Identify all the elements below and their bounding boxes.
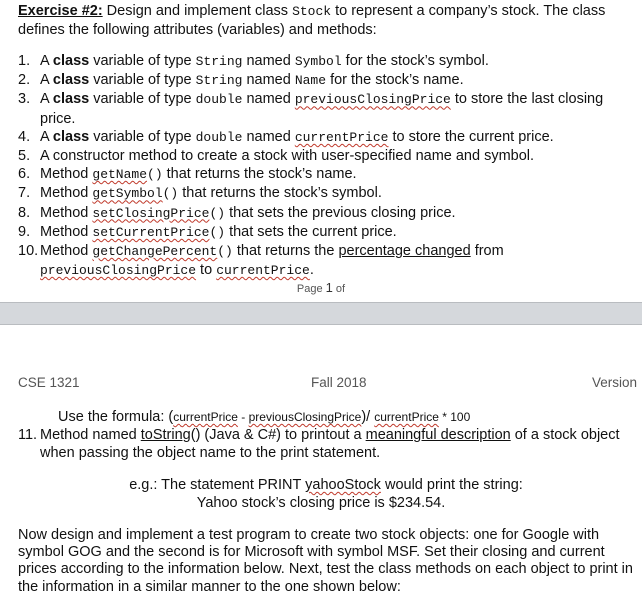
header-term: Fall 2018 [311, 375, 367, 390]
exercise-intro [18, 2, 634, 40]
list-item: 6. Method getName() that returns the stock’s name. [18, 166, 357, 183]
list-item-11: 11. Method named toString() (Java & C#) to printout a meaningful description of a stock object when passing the object name to the print statement. [18, 427, 620, 461]
exercise-heading: Exercise #2: [18, 3, 103, 19]
example-block: e.g.: The statement PRINT yahooStock would print the string: Yahoo stock’s closing price is $234.54. [129, 477, 523, 511]
list-item: 3. A class variable of type double named previousClosingPrice to store the last closing price. [18, 91, 604, 127]
header-course: CSE 1321 [18, 375, 80, 390]
list-item: 10. Method getChangePercent() that returns the percentage changed from previousClosingPrice to currentPrice. [18, 243, 504, 279]
list-item: 1. A class variable of type String named Symbol for the stock’s symbol. [18, 53, 489, 69]
document-page-2 [0, 325, 642, 603]
page-break [0, 302, 642, 325]
list-item: 8. Method setClosingPrice() that sets the previous closing price. [18, 204, 456, 221]
page-number: 1 [325, 280, 333, 295]
list-item: 5. A constructor method to create a stock with user-specified name and symbol. [18, 148, 535, 165]
class-name-code: Stock [292, 4, 332, 19]
attribute-method-list [0, 52, 642, 280]
header-version: Version [592, 375, 638, 390]
intro-text-2: to represent a company’s stock. The class defines the following attributes (variables) and methods: [18, 3, 606, 38]
list-item: 2. A class variable of type String named Name for the stock’s name. [18, 72, 464, 89]
intro-text: Design and implement class [102, 3, 293, 19]
test-program-paragraph: Now design and implement a test program to create two stock objects: one for Google with symbol GOG and the second is for Microsoft with symbol MSF. Set their closing and current prices according to the information below. Next, test the class methods on each object to print in the information in a similar manner to the one shown below: [18, 527, 633, 595]
list-item: 7. Method getSymbol() that returns the stock’s symbol. [18, 185, 382, 202]
page-footer: Page 1 of [296, 280, 346, 295]
list-item: 4. A class variable of type double named currentPrice to store the current price. [18, 128, 554, 145]
formula-line: Use the formula: (currentPrice - previousClosingPrice)/ currentPrice * 100 [58, 409, 471, 425]
list-item: 9. Method setCurrentPrice() that sets the current price. [18, 223, 397, 240]
